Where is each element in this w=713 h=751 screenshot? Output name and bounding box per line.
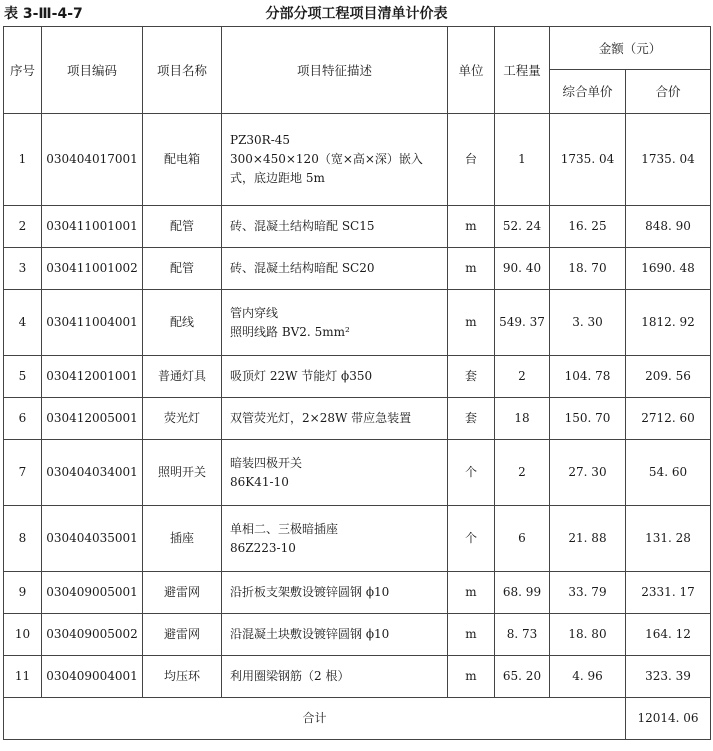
row-total: 1690. 48 bbox=[626, 248, 711, 290]
row-desc-line: 砖、混凝土结构暗配 SC15 bbox=[230, 219, 375, 233]
row-desc-line: 吸顶灯 22W 节能灯 ϕ350 bbox=[230, 369, 373, 383]
row-name: 配管 bbox=[143, 206, 222, 248]
row-desc-line: 利用圈梁钢筋（2 根） bbox=[230, 669, 350, 683]
row-unit-price: 33. 79 bbox=[550, 572, 626, 614]
row-qty: 6 bbox=[495, 506, 550, 572]
row-unit: 套 bbox=[448, 356, 495, 398]
header-unit: 单位 bbox=[448, 27, 495, 114]
row-desc bbox=[222, 248, 448, 290]
row-seq: 6 bbox=[4, 398, 42, 440]
row-desc-line: 86K41-10 bbox=[230, 474, 289, 489]
row-name: 插座 bbox=[143, 506, 222, 572]
row-desc-line: 照明线路 BV2. 5mm² bbox=[230, 324, 350, 339]
row-qty: 2 bbox=[495, 440, 550, 506]
row-desc-line: 管内穿线 bbox=[230, 305, 279, 320]
table-row bbox=[4, 356, 711, 398]
row-desc bbox=[222, 356, 448, 398]
row-code: 030409005001 bbox=[42, 572, 143, 614]
table-row bbox=[4, 248, 711, 290]
row-unit-price: 18. 70 bbox=[550, 248, 626, 290]
pricing-table bbox=[3, 26, 711, 740]
table-number: 表 3-Ⅲ-4-7 bbox=[4, 6, 83, 22]
row-desc bbox=[222, 572, 448, 614]
row-qty: 65. 20 bbox=[495, 656, 550, 698]
row-desc bbox=[222, 398, 448, 440]
row-seq: 3 bbox=[4, 248, 42, 290]
row-seq: 8 bbox=[4, 506, 42, 572]
header-desc: 项目特征描述 bbox=[222, 27, 448, 114]
row-unit-price: 4. 96 bbox=[550, 656, 626, 698]
row-code: 030404034001 bbox=[42, 440, 143, 506]
row-desc-line: 300×450×120（宽×高×深）嵌入 bbox=[230, 152, 423, 166]
row-total: 323. 39 bbox=[626, 656, 711, 698]
row-desc-line: 沿折板支架敷设镀锌圆钢 ϕ10 bbox=[230, 585, 390, 599]
row-name: 照明开关 bbox=[143, 440, 222, 506]
row-total: 131. 28 bbox=[626, 506, 711, 572]
row-desc-line: 86Z223-10 bbox=[230, 540, 296, 555]
row-unit: m bbox=[448, 614, 495, 656]
header-amount: 金额（元） bbox=[550, 27, 711, 70]
row-code: 030411001001 bbox=[42, 206, 143, 248]
row-total: 164. 12 bbox=[626, 614, 711, 656]
table-row bbox=[4, 506, 711, 572]
row-unit-price: 21. 88 bbox=[550, 506, 626, 572]
row-name: 配电箱 bbox=[143, 114, 222, 206]
row-unit: 个 bbox=[448, 506, 495, 572]
row-desc-line: 砖、混凝土结构暗配 SC20 bbox=[230, 261, 375, 275]
row-code: 030412005001 bbox=[42, 398, 143, 440]
row-total: 1812. 92 bbox=[626, 290, 711, 356]
row-name: 荧光灯 bbox=[143, 398, 222, 440]
row-seq: 7 bbox=[4, 440, 42, 506]
row-name: 普通灯具 bbox=[143, 356, 222, 398]
row-seq: 11 bbox=[4, 656, 42, 698]
row-name: 避雷网 bbox=[143, 572, 222, 614]
row-qty: 1 bbox=[495, 114, 550, 206]
row-qty: 90. 40 bbox=[495, 248, 550, 290]
table-title: 分部分项工程项目清单计价表 bbox=[265, 6, 448, 22]
row-name: 配管 bbox=[143, 248, 222, 290]
header-code: 项目编码 bbox=[42, 27, 143, 114]
row-desc-line: 暗装四极开关 bbox=[230, 455, 303, 470]
row-code: 030409005002 bbox=[42, 614, 143, 656]
row-desc-line: 沿混凝土块敷设镀锌圆钢 ϕ10 bbox=[230, 627, 390, 641]
header-name: 项目名称 bbox=[143, 27, 222, 114]
row-seq: 10 bbox=[4, 614, 42, 656]
row-total: 54. 60 bbox=[626, 440, 711, 506]
table-row bbox=[4, 114, 711, 206]
row-qty: 549. 37 bbox=[495, 290, 550, 356]
row-desc bbox=[222, 506, 448, 572]
row-code: 030409004001 bbox=[42, 656, 143, 698]
row-desc-line: 单相二、三极暗插座 bbox=[230, 521, 339, 536]
row-seq: 4 bbox=[4, 290, 42, 356]
row-desc-line: 式，底边距地 5m bbox=[230, 171, 325, 185]
row-desc bbox=[222, 206, 448, 248]
header-seq: 序号 bbox=[4, 27, 42, 114]
row-unit: m bbox=[448, 572, 495, 614]
table-row bbox=[4, 440, 711, 506]
row-unit: m bbox=[448, 206, 495, 248]
row-seq: 2 bbox=[4, 206, 42, 248]
header-total: 合价 bbox=[626, 70, 711, 114]
row-desc bbox=[222, 614, 448, 656]
row-total: 2331. 17 bbox=[626, 572, 711, 614]
row-desc bbox=[222, 440, 448, 506]
table-row bbox=[4, 398, 711, 440]
header-unit-price: 综合单价 bbox=[550, 70, 626, 114]
row-qty: 2 bbox=[495, 356, 550, 398]
table-row bbox=[4, 572, 711, 614]
table-body bbox=[4, 114, 711, 698]
row-name: 避雷网 bbox=[143, 614, 222, 656]
row-unit-price: 18. 80 bbox=[550, 614, 626, 656]
row-qty: 18 bbox=[495, 398, 550, 440]
row-unit: m bbox=[448, 248, 495, 290]
row-seq: 1 bbox=[4, 114, 42, 206]
row-unit: 套 bbox=[448, 398, 495, 440]
footer-label: 合计 bbox=[4, 698, 626, 740]
row-name: 均压环 bbox=[143, 656, 222, 698]
row-code: 030412001001 bbox=[42, 356, 143, 398]
row-unit: m bbox=[448, 656, 495, 698]
row-desc-line: 双管荧光灯，2×28W 带应急装置 bbox=[230, 411, 412, 425]
row-total: 209. 56 bbox=[626, 356, 711, 398]
row-unit-price: 16. 25 bbox=[550, 206, 626, 248]
row-unit-price: 3. 30 bbox=[550, 290, 626, 356]
table-row bbox=[4, 290, 711, 356]
row-code: 030411004001 bbox=[42, 290, 143, 356]
row-qty: 52. 24 bbox=[495, 206, 550, 248]
row-unit-price: 1735. 04 bbox=[550, 114, 626, 206]
footer-total: 12014. 06 bbox=[626, 698, 711, 740]
table-row bbox=[4, 206, 711, 248]
table-row bbox=[4, 614, 711, 656]
row-total: 2712. 60 bbox=[626, 398, 711, 440]
row-unit: m bbox=[448, 290, 495, 356]
table-caption bbox=[0, 0, 713, 26]
row-qty: 8. 73 bbox=[495, 614, 550, 656]
row-qty: 68. 99 bbox=[495, 572, 550, 614]
table-row bbox=[4, 656, 711, 698]
row-seq: 5 bbox=[4, 356, 42, 398]
row-desc bbox=[222, 656, 448, 698]
row-desc bbox=[222, 114, 448, 206]
row-name: 配线 bbox=[143, 290, 222, 356]
row-desc bbox=[222, 290, 448, 356]
row-unit-price: 150. 70 bbox=[550, 398, 626, 440]
row-total: 1735. 04 bbox=[626, 114, 711, 206]
header-qty: 工程量 bbox=[495, 27, 550, 114]
row-unit-price: 27. 30 bbox=[550, 440, 626, 506]
row-desc-line: PZ30R-45 bbox=[230, 133, 291, 147]
row-unit: 台 bbox=[448, 114, 495, 206]
row-code: 030404035001 bbox=[42, 506, 143, 572]
row-code: 030404017001 bbox=[42, 114, 143, 206]
row-code: 030411001002 bbox=[42, 248, 143, 290]
row-unit-price: 104. 78 bbox=[550, 356, 626, 398]
row-unit: 个 bbox=[448, 440, 495, 506]
row-seq: 9 bbox=[4, 572, 42, 614]
row-total: 848. 90 bbox=[626, 206, 711, 248]
